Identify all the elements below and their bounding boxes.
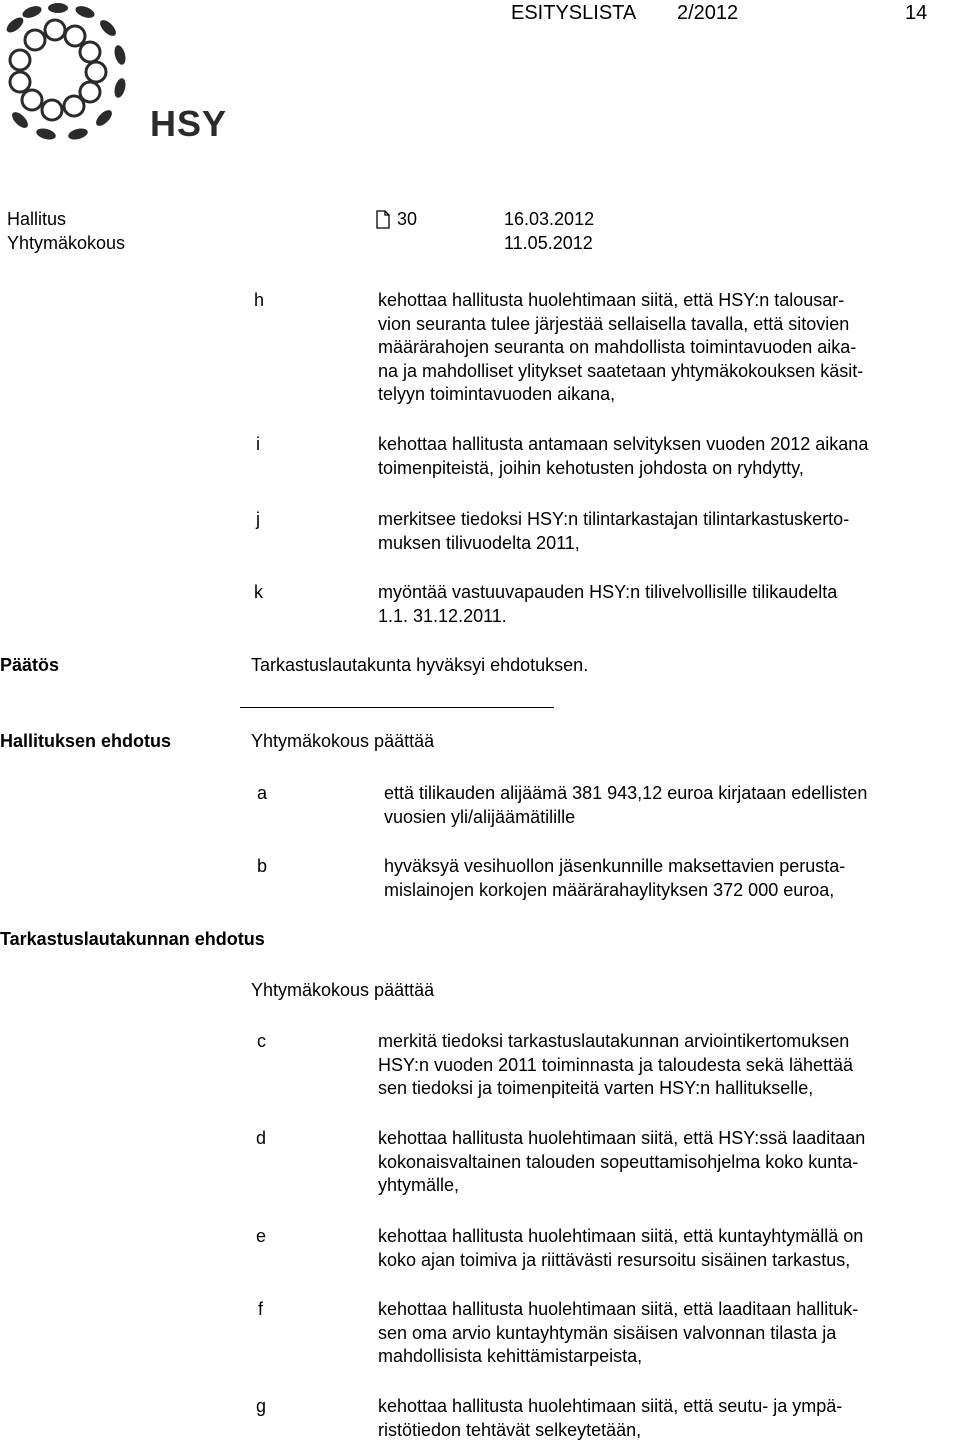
- item-text-k: [378, 581, 837, 628]
- tarkastus-ehdotus-intro: Yhtymäkokous päättää: [251, 980, 435, 1000]
- item-text-i: [378, 433, 868, 480]
- text-line: sen tiedoksi ja toimenpiteitä varten HSY:n hallitukselle,: [378, 1078, 814, 1098]
- document-icon: [376, 210, 390, 229]
- text-line: toimenpiteistä, joihin kehotusten johdosta on ryhdytty,: [378, 457, 804, 478]
- text-line: kehottaa hallitusta antamaan selvityksen vuoden 2012 aikana: [378, 434, 869, 454]
- text-line: merkitä tiedoksi tarkastuslautakunnan arviointikertomuksen: [378, 1031, 850, 1051]
- meta-body-2: Yhtymäkokous: [7, 233, 126, 253]
- item-text-b: [384, 855, 845, 902]
- meta-number: 30: [397, 209, 418, 229]
- item-text-g: [378, 1395, 842, 1442]
- item-label-d: d: [256, 1128, 267, 1148]
- logo-wordmark: HSY: [150, 103, 228, 144]
- text-line: kehottaa hallitusta huolehtimaan siitä, että laaditaan hallituk-: [378, 1299, 859, 1319]
- section-divider: [240, 707, 554, 708]
- text-line: määrärahojen seuranta on mahdollista toimintavuoden aika-: [378, 337, 857, 357]
- item-text-h: [378, 289, 863, 407]
- item-label-c: c: [257, 1031, 266, 1051]
- paatos-text: Tarkastuslautakunta hyväksyi ehdotuksen.: [251, 655, 589, 675]
- meta-date-2: 11.05.2012: [504, 233, 593, 253]
- text-line: kehottaa hallitusta huolehtimaan siitä, että HSY:ssä laaditaan: [378, 1128, 866, 1148]
- text-line: hyväksyä vesihuollon jäsenkunnille maksettavien perusta-: [384, 856, 846, 876]
- text-line: na ja mahdolliset ylitykset saatetaan yhtymäkokouksen käsit-: [378, 360, 864, 381]
- text-line: muksen tilivuodelta 2011,: [378, 532, 580, 553]
- text-line: sen oma arvio kuntayhtymän sisäisen valvonnan tilasta ja: [378, 1322, 837, 1343]
- item-text-f: [378, 1298, 858, 1369]
- item-label-a: a: [257, 783, 268, 803]
- text-line: 1.1. 31.12.2011.: [378, 605, 507, 626]
- text-line: myöntää vastuuvapauden HSY:n tilivelvollisille tilikaudelta: [378, 582, 838, 602]
- item-label-i: i: [256, 434, 260, 454]
- text-line: ristötiedon tehtävät selkeytetään,: [378, 1419, 642, 1440]
- item-label-e: e: [256, 1226, 267, 1246]
- item-text-j: [378, 508, 849, 555]
- text-line: kokonaisvaltainen talouden sopeuttamisohjelma koko kunta-: [378, 1151, 859, 1172]
- item-label-h: h: [254, 290, 265, 310]
- text-line: yhtymälle,: [378, 1175, 460, 1195]
- document-title: ESITYSLISTA: [511, 2, 637, 24]
- text-line: HSY:n vuoden 2011 toiminnasta ja taloudesta sekä lähettää: [378, 1054, 853, 1075]
- page-number: 14: [905, 2, 928, 24]
- hallitus-ehdotus-heading: Hallituksen ehdotus: [0, 731, 172, 751]
- item-text-a: [384, 782, 867, 829]
- paatos-heading: Päätös: [0, 655, 60, 675]
- text-line: telyyn toimintavuoden aikana,: [378, 384, 616, 404]
- item-label-f: f: [258, 1299, 264, 1319]
- hsy-logo: [0, 0, 228, 150]
- text-line: koko ajan toimiva ja riittävästi resursoitu sisäinen tarkastus,: [378, 1249, 851, 1270]
- text-line: mislainojen korkojen määrärahaylityksen 372 000 euroa,: [384, 879, 835, 900]
- tarkastus-ehdotus-heading: Tarkastuslautakunnan ehdotus: [0, 929, 265, 949]
- text-line: mahdollisista kehittämistarpeista,: [378, 1346, 643, 1366]
- item-text-c: [378, 1030, 853, 1101]
- item-text-d: [378, 1127, 865, 1198]
- hallitus-ehdotus-intro: Yhtymäkokous päättää: [251, 731, 435, 751]
- text-line: kehottaa hallitusta huolehtimaan siitä, että kuntayhtymällä on: [378, 1226, 864, 1246]
- text-line: kehottaa hallitusta huolehtimaan siitä, että HSY:n talousar-: [378, 290, 845, 310]
- item-text-e: [378, 1225, 863, 1272]
- text-line: merkitsee tiedoksi HSY:n tilintarkastajan tilintarkastuskerto-: [378, 509, 850, 529]
- text-line: että tilikauden alijäämä 381 943,12 euroa kirjataan edellisten: [384, 783, 868, 803]
- text-line: kehottaa hallitusta huolehtimaan siitä, että seutu- ja ympä-: [378, 1396, 843, 1416]
- document-number: 2/2012: [677, 2, 739, 24]
- meta-date-1: 16.03.2012: [504, 209, 595, 229]
- item-label-k: k: [254, 582, 263, 602]
- meta-body-1: Hallitus: [7, 209, 67, 229]
- text-line: vion seuranta tulee järjestää sellaisella tavalla, että sitovien: [378, 313, 850, 334]
- item-label-b: b: [257, 856, 268, 876]
- text-line: vuosien yli/alijäämätilille: [384, 806, 576, 827]
- item-label-g: g: [256, 1396, 267, 1416]
- item-label-j: j: [256, 509, 260, 529]
